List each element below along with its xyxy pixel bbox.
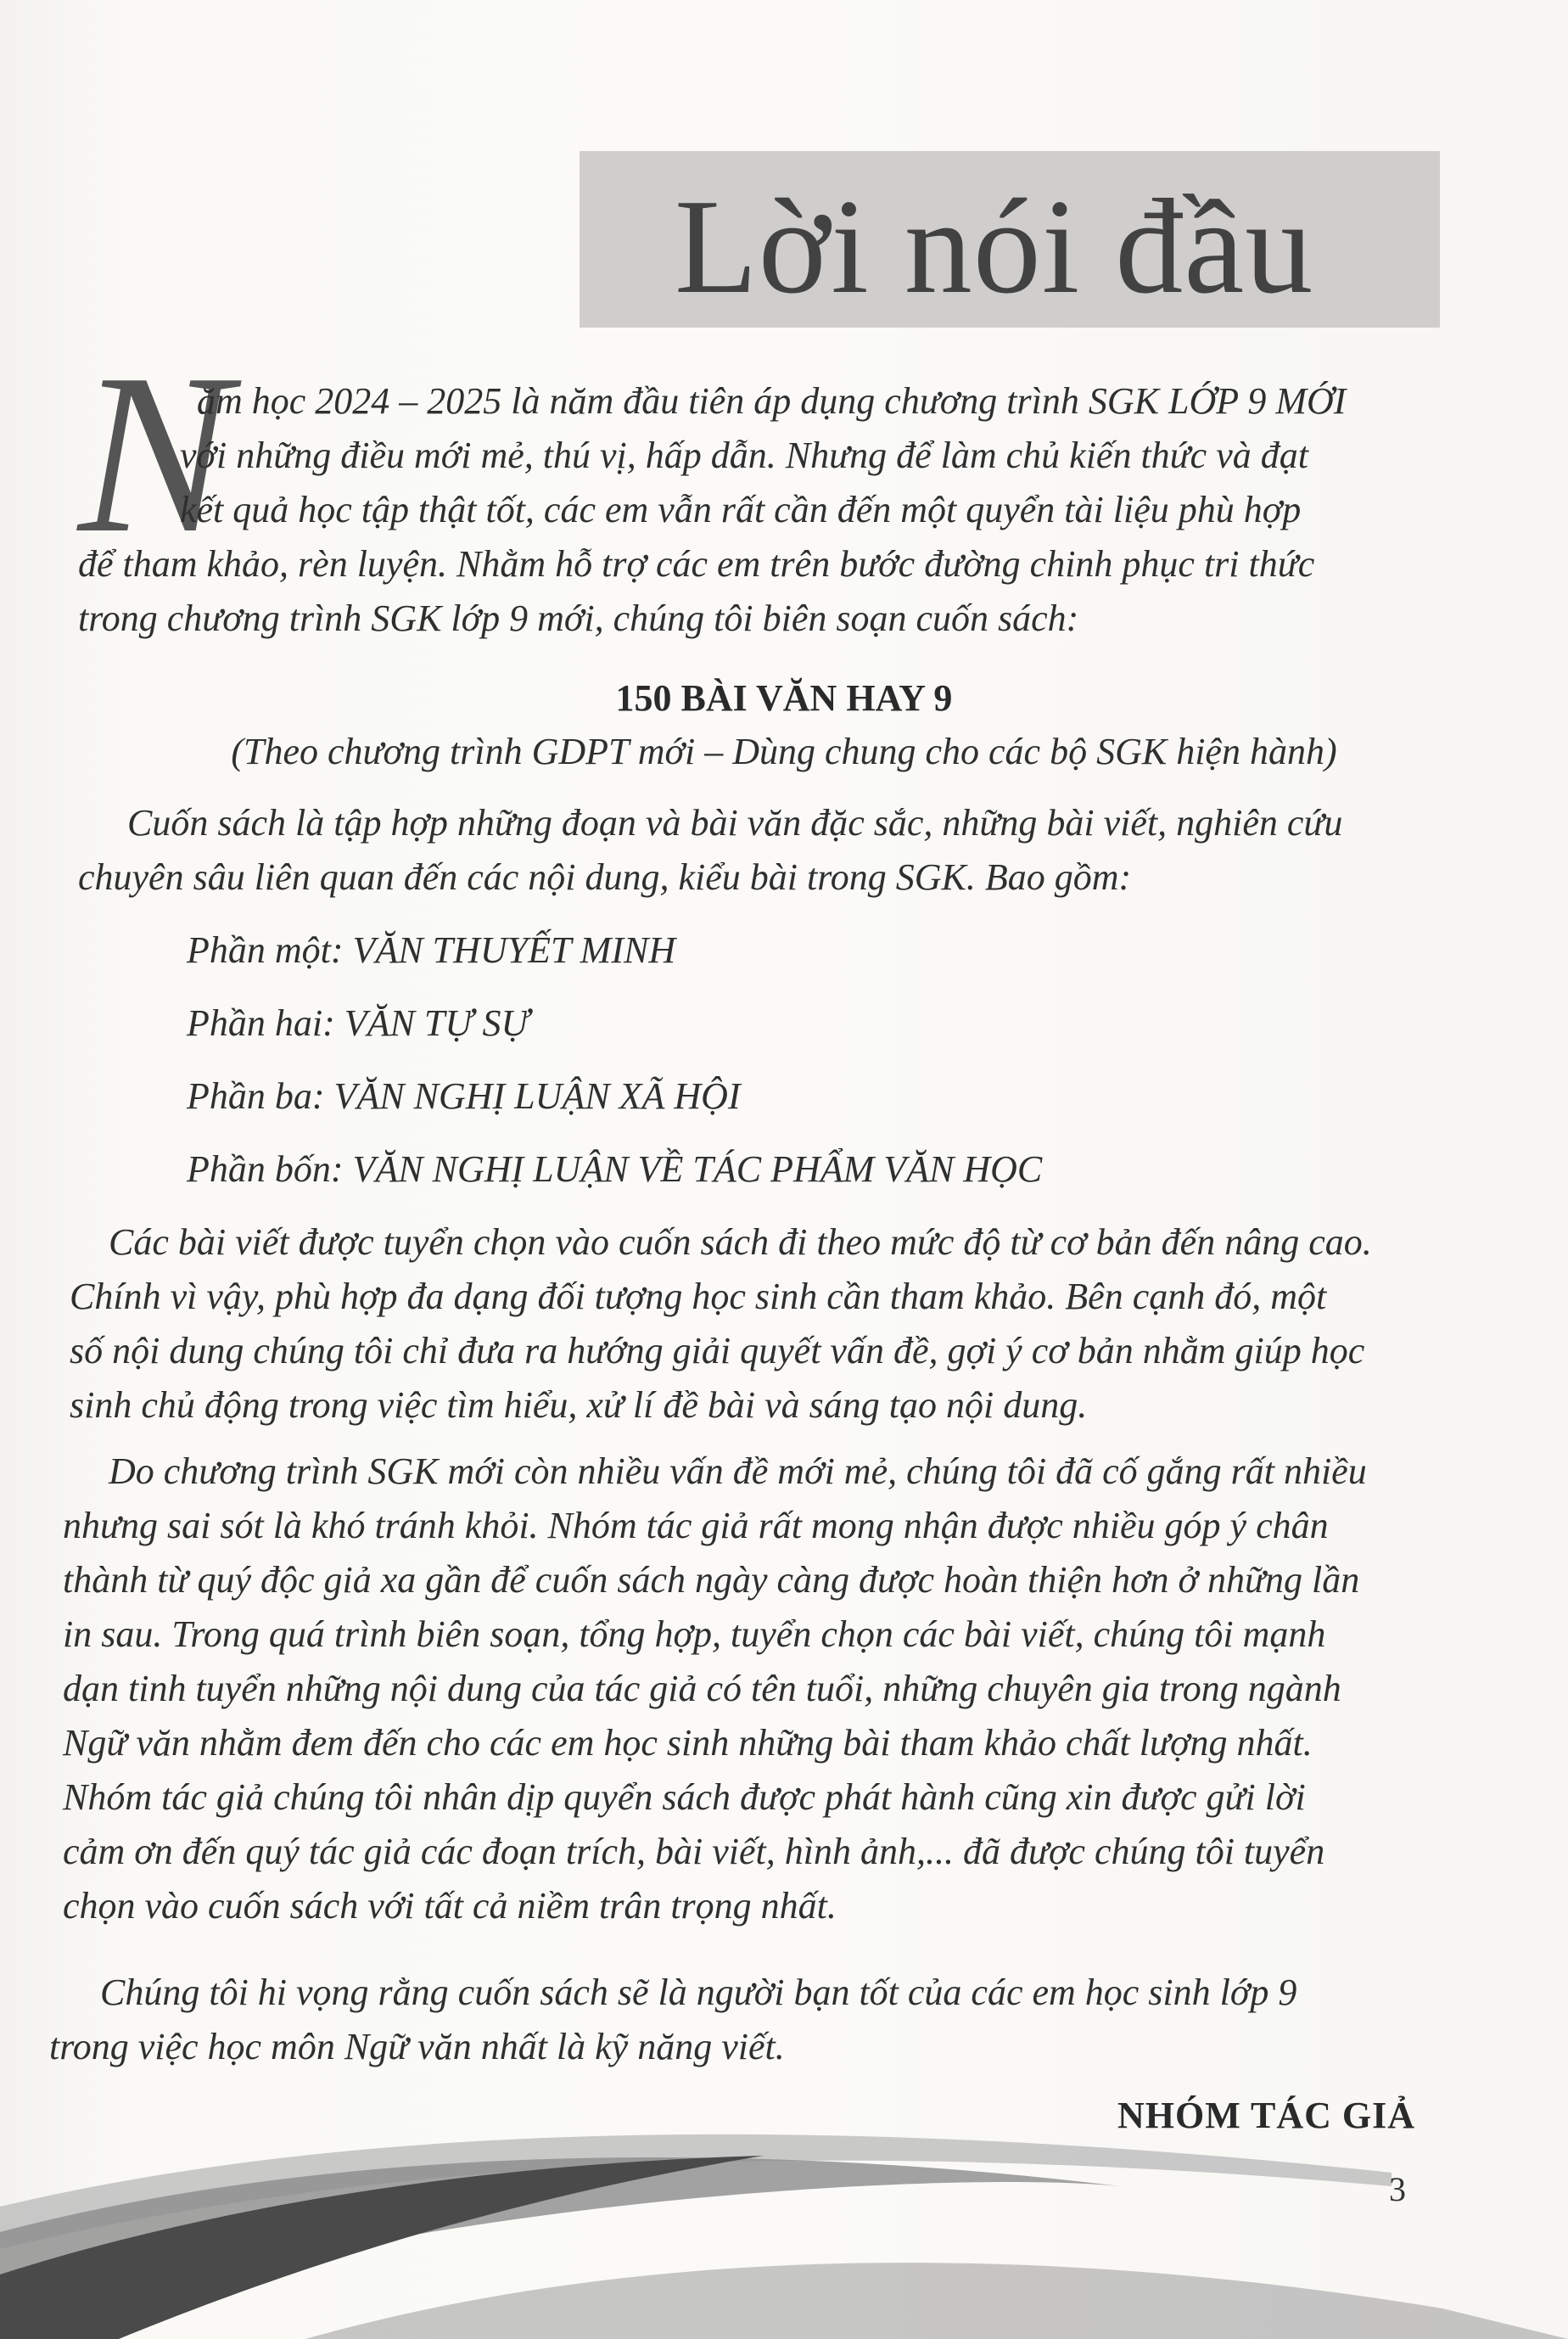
part-one: Phần một: VĂN THUYẾT MINH — [187, 929, 676, 971]
contents-line-2: chuyên sâu liên quan đến các nội dung, kiểu bài trong SGK. Bao gồm: — [78, 856, 1132, 898]
para2-line-4: sinh chủ động trong việc tìm hiểu, xử lí đề bài và sáng tạo nội dung. — [70, 1384, 1088, 1426]
part-four: Phần bốn: VĂN NGHỊ LUẬN VỀ TÁC PHẨM VĂN HỌC — [187, 1148, 1043, 1190]
para3-line-8: cảm ơn đến quý tác giả các đoạn trích, bài viết, hình ảnh,... đã được chúng tôi tuyển — [63, 1831, 1325, 1872]
swoosh-low — [305, 2263, 1568, 2339]
para3-line-5: dạn tinh tuyển những nội dung của tác giả có tên tuổi, những chuyên gia trong ngành — [63, 1668, 1341, 1709]
para4-line-2: trong việc học môn Ngữ văn nhất là kỹ năng viết. — [49, 2026, 785, 2067]
page-title: Lời nói đầu — [675, 171, 1314, 322]
contents-line-1: Cuốn sách là tập hợp những đoạn và bài văn đặc sắc, những bài viết, nghiên cứu — [127, 802, 1343, 844]
intro-line-5: trong chương trình SGK lớp 9 mới, chúng tôi biên soạn cuốn sách: — [78, 597, 1079, 639]
drop-cap: N — [78, 327, 232, 581]
para3-line-1: Do chương trình SGK mới còn nhiều vấn đề mới mẻ, chúng tôi đã cố gắng rất nhiều — [109, 1450, 1367, 1492]
para3-line-2: nhưng sai sót là khó tránh khỏi. Nhóm tác giả rất mong nhận được nhiều góp ý chân — [63, 1505, 1329, 1546]
para3-line-7: Nhóm tác giả chúng tôi nhân dịp quyển sách được phát hành cũng xin được gửi lời — [63, 1776, 1306, 1818]
decorative-swoosh — [0, 2105, 1568, 2339]
intro-line-1: ăm học 2024 – 2025 là năm đầu tiên áp dụng chương trình SGK LỚP 9 MỚI — [197, 380, 1347, 422]
para3-line-6: Ngữ văn nhằm đem đến cho các em học sinh những bài tham khảo chất lượng nhất. — [63, 1722, 1313, 1764]
para3-line-9: chọn vào cuốn sách với tất cả niềm trân trọng nhất. — [63, 1885, 837, 1927]
page-number: 3 — [1389, 2170, 1406, 2208]
para3-line-3: thành từ quý độc giả xa gần để cuốn sách ngày càng được hoàn thiện hơn ở những lần — [63, 1559, 1360, 1601]
para4-line-1: Chúng tôi hi vọng rằng cuốn sách sẽ là người bạn tốt của các em học sinh lớp 9 — [100, 1972, 1297, 2013]
para3-line-4: in sau. Trong quá trình biên soạn, tổng hợp, tuyển chọn các bài viết, chúng tôi mạnh — [63, 1613, 1326, 1655]
book-title: 150 BÀI VĂN HAY 9 — [615, 677, 953, 719]
para2-line-3: số nội dung chúng tôi chỉ đưa ra hướng giải quyết vấn đề, gợi ý cơ bản nhằm giúp học — [70, 1330, 1365, 1371]
intro-line-3: kết quả học tập thật tốt, các em vẫn rất cần đến một quyển tài liệu phù hợp — [180, 489, 1302, 530]
intro-line-2: với những điều mới mẻ, thú vị, hấp dẫn. Nhưng để làm chủ kiến thức và đạt — [180, 435, 1308, 476]
author-signature: NHÓM TÁC GIẢ — [1117, 2095, 1415, 2136]
book-subtitle: (Theo chương trình GDPT mới – Dùng chung cho các bộ SGK hiện hành) — [231, 731, 1337, 772]
para2-line-1: Các bài viết được tuyển chọn vào cuốn sách đi theo mức độ từ cơ bản đến nâng cao. — [109, 1221, 1372, 1263]
para2-line-2: Chính vì vậy, phù hợp đa dạng đối tượng học sinh cần tham khảo. Bên cạnh đó, một — [70, 1276, 1327, 1317]
part-three: Phần ba: VĂN NGHỊ LUẬN XÃ HỘI — [187, 1075, 741, 1117]
intro-line-4: để tham khảo, rèn luyện. Nhằm hỗ trợ các em trên bước đường chinh phục tri thức — [78, 543, 1315, 585]
part-two: Phần hai: VĂN TỰ SỰ — [187, 1002, 529, 1044]
